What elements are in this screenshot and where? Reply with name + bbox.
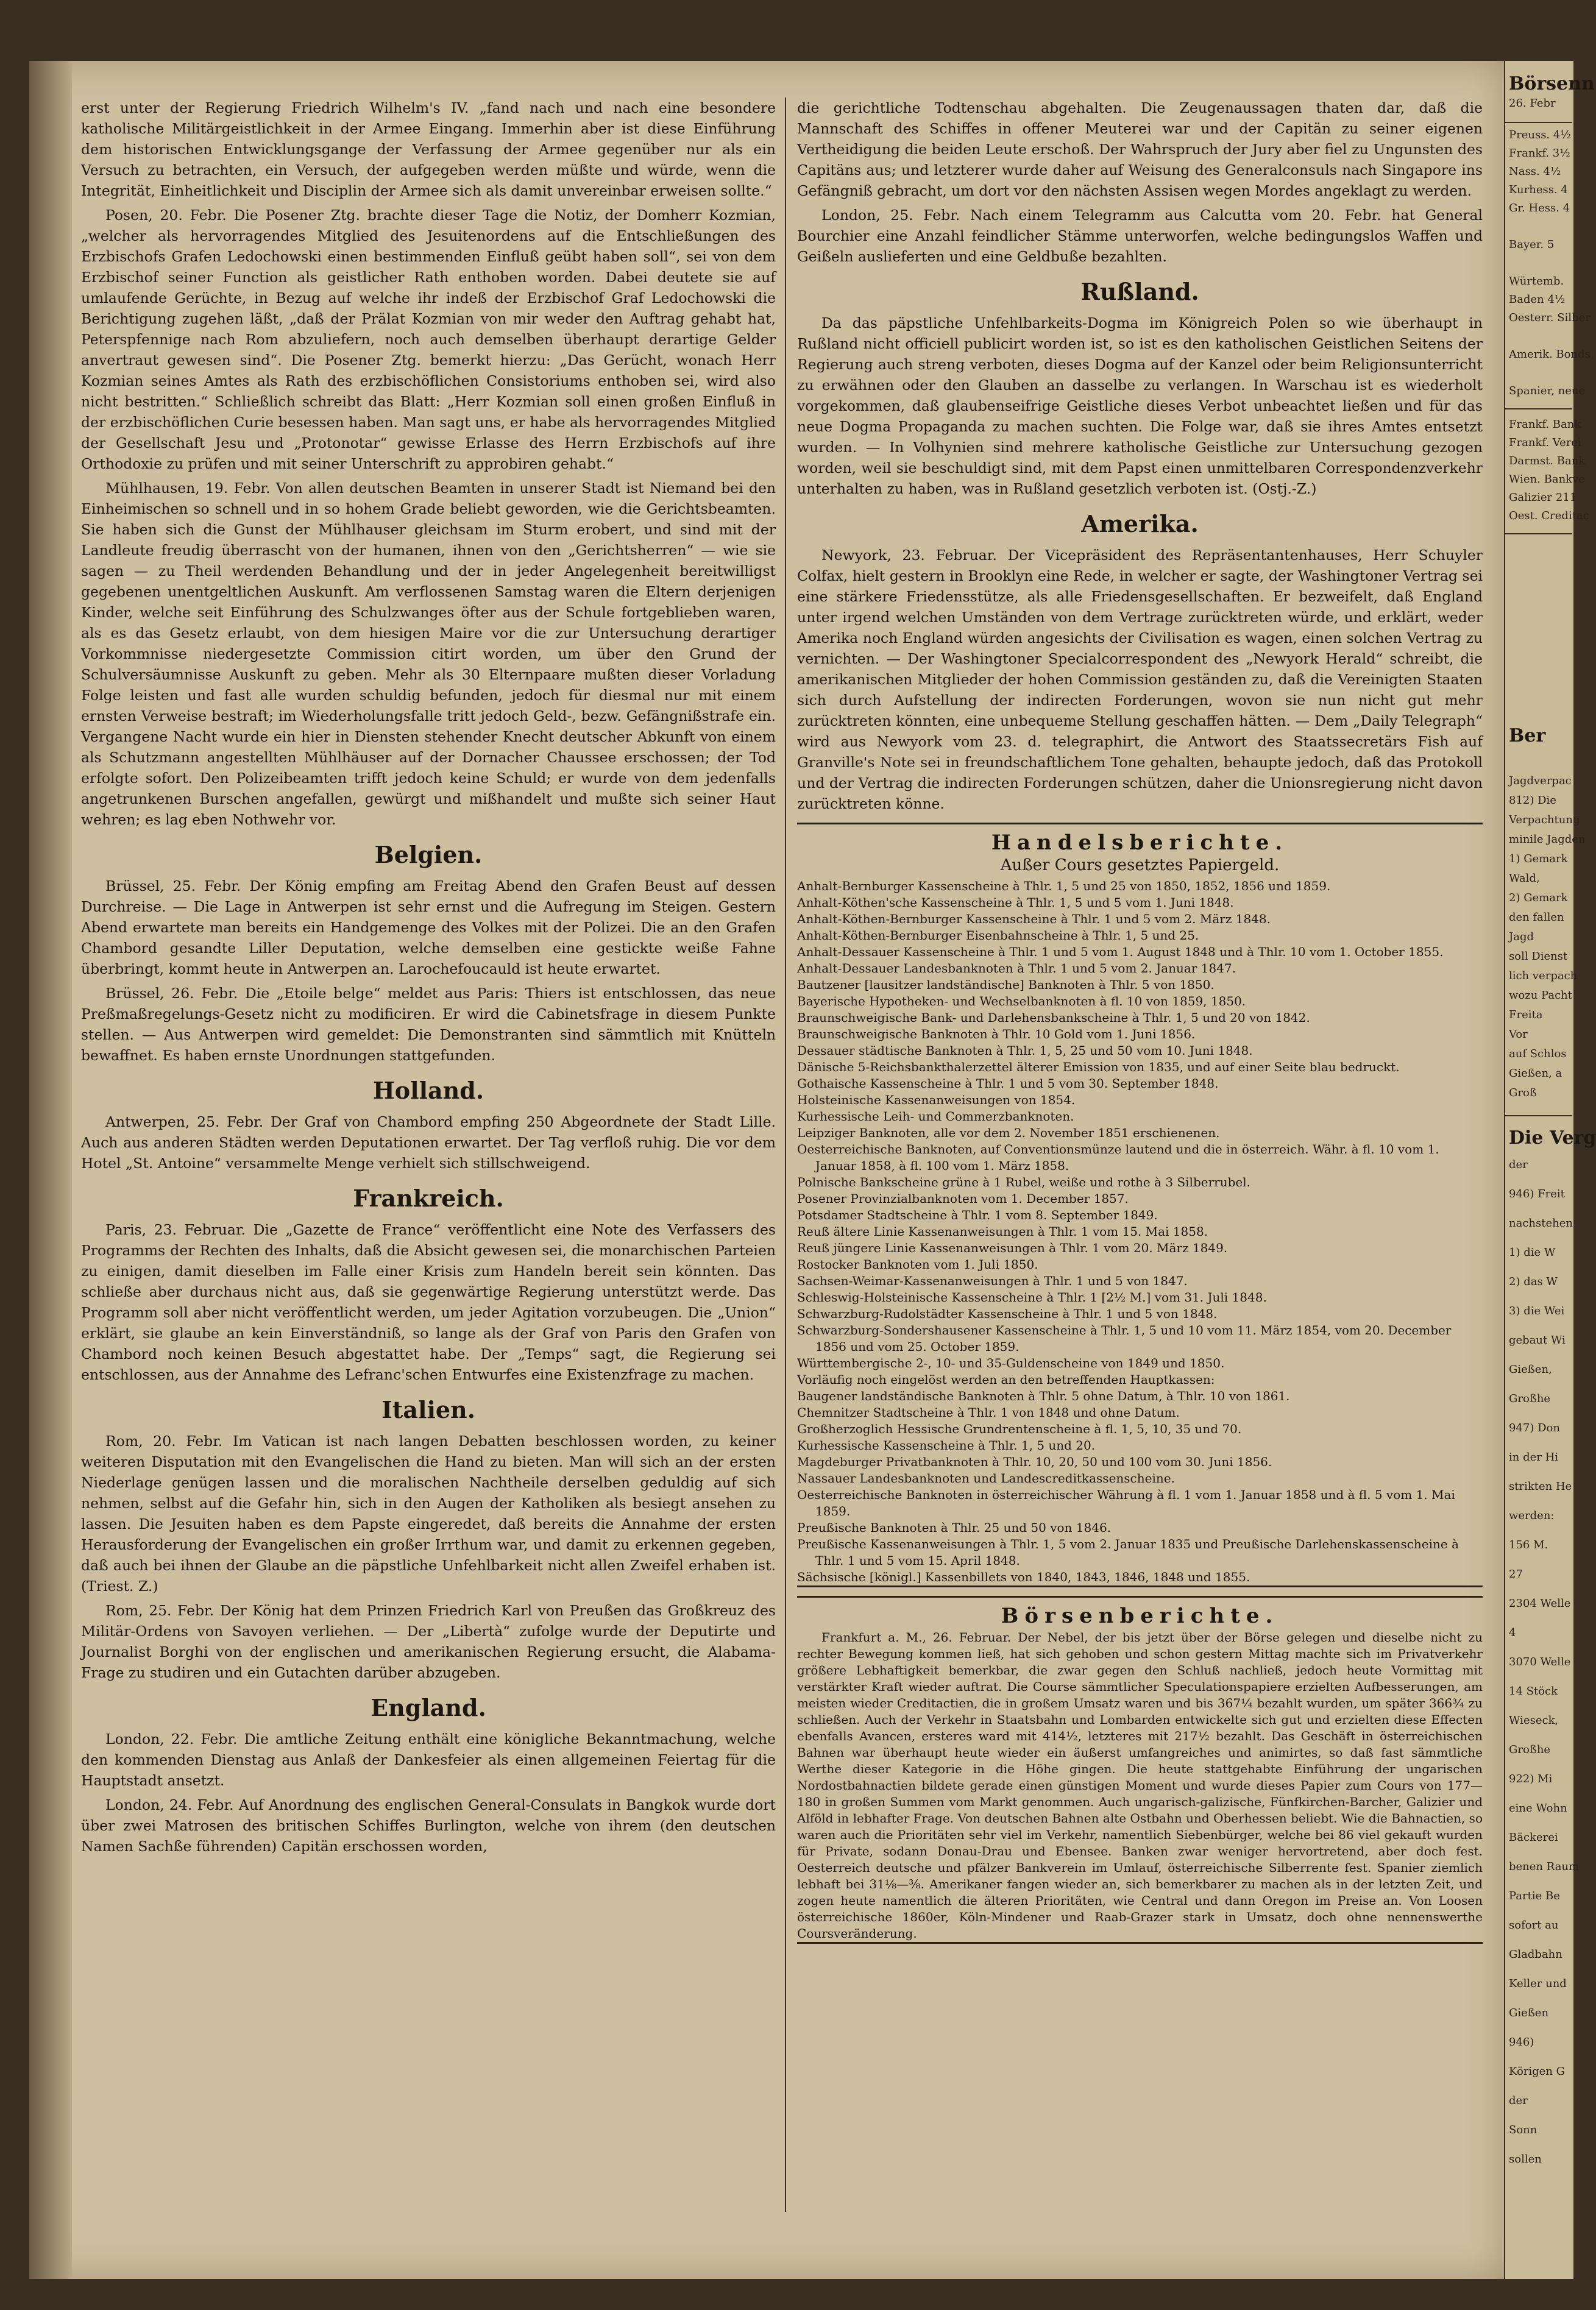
strip-text: den fallen [1509, 911, 1564, 924]
strip-text: in der Hi [1509, 1451, 1559, 1464]
papiergeld-entry: Bautzener [lausitzer landständische] Banknoten à Thlr. 5 von 1850. [797, 977, 1215, 992]
papiergeld-entry: Schwarzburg-Sondershausener Kassenscheine à Thlr. 1, 5 und 10 vom 11. März 1854, vom 20. December 1856 und vom 25. October 1859. [797, 1323, 1452, 1354]
strip-text: Keller und [1509, 1977, 1567, 1990]
strip-text: Gladbahn [1509, 1948, 1562, 1961]
handelsberichte-section [797, 823, 1483, 1587]
heading-russland: Rußland. [1080, 278, 1199, 305]
strip-text: Wien. Bankve [1509, 473, 1585, 486]
strip-text: 27 [1509, 1568, 1523, 1581]
strip-text: Darmst. Bank [1509, 455, 1586, 467]
strip-text: Gießen, a [1509, 1067, 1562, 1080]
strip-text: 1) die W [1509, 1246, 1556, 1259]
strip-text: der [1509, 1158, 1528, 1171]
strip-text: Sonn [1509, 2124, 1537, 2136]
papiergeld-entry: Magdeburger Privatbanknoten à Thlr. 10, 20, 50 und 100 vom 30. Juni 1856. [797, 1454, 1272, 1469]
strip-text: der [1509, 2094, 1528, 2107]
strip-text: Wieseck, [1509, 1714, 1559, 1727]
handelsberichte-subtitle: Außer Cours gesetztes Papiergeld. [1000, 856, 1280, 874]
strip-text: nachstehen [1509, 1217, 1573, 1230]
papiergeld-entry: Sachsen-Weimar-Kassenanweisungen à Thlr. 1 und 5 von 1847. [797, 1274, 1188, 1288]
adjacent-page-strip [1505, 61, 1596, 2279]
strip-text: werden: [1509, 1509, 1555, 1522]
article-russland: Da das päpstliche Unfehlbarkeits-Dogma im Königreich Polen so wie überhaupt in Rußland nicht officiell publicirt worden ist, so ist es den katholischen Geistlichen Seitens der Regierung auch streng verboten, dieses Dogma auf der Kanzel oder beim Religionsunterricht zu erwähnen oder den Glauben an dasselbe zu verlangen. In Warschau ist es wiederholt vorgekommen, daß glaubenseifrige Geistliche dieses Verbot unbeachtet ließen und für das neue Dogma Propaganda zu machen suchten. Die Folge war, daß sie ihres Amtes entsetzt wurden. — In Volhynien sind mehrere katholische Geistliche zur Untersuchung gezogen worden, weil sie beschuldigt sind, mit dem Papst einen unmittelbaren Correspondenzverkehr unterhalten zu haben, was in Rußland gesetzlich verboten ist. (Ostj.-Z.) [797, 314, 1483, 497]
middle-column [797, 97, 1483, 1944]
strip-text: Jagd [1509, 930, 1534, 943]
strip-text: 3070 Welle [1509, 1656, 1571, 1668]
heading-amerika: Amerika. [1081, 510, 1199, 537]
strip-text: Vor [1509, 1028, 1528, 1041]
papiergeld-entry: Chemnitzer Stadtscheine à Thlr. 1 von 1848 und ohne Datum. [797, 1405, 1180, 1420]
boersenberichte-title: Börsenberichte. [1001, 1604, 1279, 1628]
strip-text: Wald, [1509, 872, 1540, 885]
strip-text: Galizier 211 [1509, 491, 1577, 504]
papiergeld-entry: Anhalt-Köthen'sche Kassenscheine à Thlr. 1, 5 und 5 vom 1. Juni 1848. [797, 895, 1234, 910]
papiergeld-entry: Oesterreichische Banknoten in österreichischer Währung à fl. 1 vom 1. Januar 1858 und à fl. 5 vom 1. Mai 1859. [797, 1487, 1455, 1518]
papiergeld-entry: Braunschweigische Banknoten à Thlr. 10 Gold vom 1. Juni 1856. [797, 1027, 1196, 1041]
papiergeld-entry: Holsteinische Kassenanweisungen von 1854. [797, 1093, 1076, 1107]
papiergeld-entry: Kurhessische Kassenscheine à Thlr. 1, 5 und 20. [797, 1438, 1096, 1453]
heading-frankreich: Frankreich. [353, 1185, 504, 1212]
papiergeld-entry: Preußische Kassenanweisungen à Thlr. 1, 5 vom 2. Januar 1835 und Preußische Darlehenskassenscheine à Thlr. 1 und 5 vom 15. April 1848. [797, 1537, 1459, 1568]
strip-text: sollen [1509, 2153, 1542, 2166]
strip-text: 947) Don [1509, 1422, 1560, 1434]
strip-text: Verpachtung [1509, 813, 1580, 826]
strip-text: Oesterr. Silber [1509, 311, 1591, 324]
strip-text: 812) Die [1509, 794, 1556, 807]
boersen-report: Frankfurt a. M., 26. Februar. Der Nebel, der bis jetzt über der Börse gelegen und dieselbe nicht zu rechter Bewegung kommen ließ, hat sich gehoben und schon gestern Mittag machte sich im Privatverkehr größere Lebhaftigkeit bemerkbar, die zwar gegen den Schluß nachließ, jedoch heute Vormittag mit verstärkter Kraft wieder auftrat. Die Course sämmtlicher Speculationspapiere erzielten Aufbesserungen, am meisten wieder Creditactien, die in großem Umsatz waren und bis 367¼ bezahlt wurden, um später 366¾ zu schließen. Auch der Verkehr in Staatsbahn und Lombarden entwickelte sich gut und erzielten diese Effecten ebenfalls Avancen, ersteres ward mit 414½, letzteres mit 217½ bezahlt. Das Geschäft in österreichischen Bahnen war überhaupt heute wieder ein äußerst umfangreiches und animirtes, so daß fast sämmtliche Werthe dieser Kategorie in die Höhe gingen. Die heute stattgehabte Einführung der ungarischen Nordostbahnactien bildete gerade einen günstigen Moment und wurde dieses Papier zum Cours von 177—180 in großen Summen vom Markt genommen. Auch ungarisch-galizische, Fünfkirchen-Barcher, Galizier und Alföld in lebhafter Frage. Von deutschen Bahnen alte Ostbahn und Oberhessen beliebt. Wie die Bahnactien, so waren auch die Prioritäten sehr viel im Verkehr, namentlich Siebenbürger, welche bei 86 viel gekauft wurden für Private, sodann Donau-Drau und Ebensee. Banken zwar weniger hervortretend, aber doch fest. Oesterreich deutsche und pfälzer Bankverein im Umlauf, österreichische Silberrente fest. Spanier ziemlich lebhaft bei 31⅛—⅜. Amerikaner fangen wieder an, sich bemerkbarer zu machen als in der letzten Zeit, und zogen heute namentlich die älteren Prioritäten, wie Central und dann Oregon im Preise an. Von Loosen österreichische 1860er, Köln-Mindener und Raab-Grazer stark in Umsatz, doch ohne nennenswerthe Coursveränderung. [797, 1630, 1483, 1941]
strip-text: strikten He [1509, 1480, 1572, 1493]
article-bruessel-2: Brüssel, 26. Febr. Die „Etoile belge“ meldet aus Paris: Thiers ist entschlossen, das neue Preßmaßregelungs-Gesetz nicht zu modificiren. Er wird die Cabinetsfrage in diesem Punkte stellen. — Aus Antwerpen wird gemeldet: Die Demonstranten sind sämmtlich mit Knütteln bewaffnet. Es haben ernste Unordnungen stattgefunden. [81, 985, 776, 1064]
strip-rule [1505, 122, 1572, 123]
article-muehlhausen: Mühlhausen, 19. Febr. Von allen deutschen Beamten in unserer Stadt ist Niemand bei den Einheimischen so schnell und in so hohem Grade beliebt geworden, wie die Gerichtsbeamten. Sie haben sich die Gunst der Mühlhauser gleichsam im Sturm erobert, und sind mit der Landleute freudig überrascht von der humanen, ihnen von den „Gerichtsherren“ — wie sie sagen — zu Theil werdenden Behandlung und der in jeder Angelegenheit bereitwilligst gegebenen unentgeltlichen Auskunft. Am verflossenen Samstag waren die Eltern derjenigen Kinder, welche seit Einführung des Schulzwanges öfter aus der Schule fortgeblieben waren, als es das Gesetz erlaubt, von dem hiesigen Maire vor die zur Untersuchung derartiger Vorkommnisse niedergesetzte Commission citirt worden, um über den Grund der Schulversäumnisse Auskunft zu geben. Mehr als 30 Elternpaare mußten dieser Vorladung Folge leisten und fast alle wurden schuldig befunden, jedoch für diesmal nur mit einem ernsten Verweise bestraft; im Wiederholungsfalle tritt jedoch Geld-, bezw. Gefängnißstrafe ein. Vergangene Nacht wurde ein hier in Diensten stehender Knecht deutscher Abkunft von einem als Schutzmann angestellten Mühlhäuser auf der Dornacher Chaussee erschossen; der Tod erfolgte sofort. Den Polizeibeamten trifft jedoch keine Schuld; er wurde von dem jedenfalls angetrunkenen Burschen angefallen, gewürgt und mißhandelt und mußte sich seiner Haut wehren; es lag eben Nothwehr vor. [81, 480, 776, 828]
strip-text: Frankf. 3½ [1509, 147, 1570, 160]
article-posen: Posen, 20. Febr. Die Posener Ztg. brachte dieser Tage die Notiz, der Domherr Kozmian, „welcher als hervorragendes Mitglied des Jesuitenordens auf die Entschließungen des Erzbischofs Grafen Ledochowski einen bestimmenden Einfluß geübt haben soll“, sei von dem Erzbischof seiner Function als geistlicher Rath enthoben worden. Dabei deutete sie auf umlaufende Gerüchte, in Bezug auf welche ihr indeß der Erzbischof Graf Ledochowski die Berichtigung zugehen läßt, „daß der Prälat Kozmian von mir weder den Auftrag gehabt hat, Peterspfennige nach Rom abzuliefern, noch auch demselben überhaupt derartige Gelder anvertraut gewesen sind“. Die Posener Ztg. bemerkt hierzu: „Das Gerücht, wonach Herr Kozmian seines Amtes als Rath des erzbischöflichen Consistoriums enthoben sei, wird also nicht bestritten.“ Schließlich schreibt das Blatt: „Herr Kozmian soll einen großen Einfluß in der erzbischöflichen Curie besessen haben. Man sagt uns, er habe als hervorragendes Mitglied der Gesellschaft Jesu und „Protonotar“ gewisse Erlasse des Herrn Erzbischofs auf ihre Orthodoxie zu prüfen und mit seiner Unterschrift zu approbiren gehabt.“ [81, 207, 776, 472]
strip-text: Nass. 4½ [1509, 165, 1561, 178]
strip-text: 2) Gemark [1509, 891, 1568, 904]
papiergeld-entry: Rostocker Banknoten vom 1. Juli 1850. [797, 1257, 1038, 1272]
strip-text: 922) Mi [1509, 1773, 1553, 1785]
strip-text: Gießen [1509, 2007, 1549, 2019]
strip-text: wozu Pacht [1509, 989, 1572, 1002]
article-rom-2: Rom, 25. Febr. Der König hat dem Prinzen Friedrich Karl von Preußen das Großkreuz des Militär-Ordens von Savoyen verliehen. — Der „Libertà“ zufolge wurde der Deputirte und Journalist Borghi von der englischen und amerikanischen Regierung ersucht, die Alabama-Frage zu studiren und ein Gutachten darüber abzugeben. [81, 1602, 776, 1681]
strip-text: 2304 Welle [1509, 1597, 1571, 1610]
papiergeld-entry: Reuß ältere Linie Kassenanweisungen à Thlr. 1 vom 15. Mai 1858. [797, 1224, 1208, 1239]
strip-text: Groß [1509, 1086, 1537, 1099]
strip-text: Preuss. 4½ [1509, 129, 1571, 141]
papiergeld-list [797, 878, 1483, 1585]
strip-text: Bayer. 5 [1509, 238, 1555, 251]
strip-text: 14 Stöck [1509, 1685, 1558, 1698]
papiergeld-entry: Vorläufig noch eingelöst werden an den betreffenden Hauptkassen: [797, 1372, 1215, 1387]
papiergeld-entry: Leipziger Banknoten, alle vor dem 2. November 1851 erschienenen. [797, 1125, 1220, 1140]
papiergeld-entry: Kurhessische Leih- und Commerzbanknoten. [797, 1109, 1074, 1124]
strip-text: Oest. Creditac [1509, 509, 1589, 522]
strip-rule [1505, 408, 1572, 409]
book-spine [29, 61, 72, 2279]
strip-text: gebaut Wi [1509, 1334, 1566, 1347]
strip-text: Würtemb. [1509, 275, 1564, 288]
strip-text: auf Schlos [1509, 1047, 1567, 1060]
strip-heading: Börsenn [1509, 73, 1595, 94]
papiergeld-entry: Schleswig-Holsteinische Kassenscheine à Thlr. 1 [2½ M.] vom 31. Juli 1848. [797, 1290, 1267, 1305]
papiergeld-entry: Baugener landständische Banknoten à Thlr. 5 ohne Datum, à Thlr. 10 von 1861. [797, 1389, 1290, 1403]
article-rom-1: Rom, 20. Febr. Im Vatican ist nach langen Debatten beschlossen worden, zu keiner weiteren Disputation mit den Evangelischen die Hand zu bieten. Man will sich an der ersten Niederlage genügen lassen und die moralischen Nachtheile derselben geduldig auf sich nehmen, selbst auf die Gefahr hin, sich in den Augen der Katholiken als besiegt ansehen zu lassen. Die Jesuiten haben es dem Papste eingeredet, daß bereits die Annahme der ersten Herausforderung der Evangelischen ein großer Irrthum war, und damit zu erkennen gegeben, daß auch bei ihnen der Glaube an die päpstliche Unfehlbarkeit nicht allen Zweifel erhaben ist. (Triest. Z.) [81, 1433, 776, 1595]
strip-text: lich verpach [1509, 969, 1578, 982]
strip-text: Baden 4½ [1509, 293, 1566, 306]
strip-text: Großhe [1509, 1743, 1551, 1756]
article-bruessel-1: Brüssel, 25. Febr. Der König empfing am Freitag Abend den Grafen Beust auf dessen Durchreise. — Die Lage in Antwerpen ist sehr ernst und die Aufregung im Steigen. Gestern Abend erwartete man bereits ein Handgemenge des Volkes mit der Polizei. Die an den Grafen Chambord gesandte Liller Deputation, welche demselben eine gestickte weiße Fahne überbringt, kommt heute in Antwerpen an. Larochefoucauld ist heute erwartet. [81, 877, 776, 977]
strip-heading: Ber [1509, 725, 1546, 746]
handelsberichte-title: Handelsberichte. [991, 831, 1289, 855]
papiergeld-entry: Anhalt-Köthen-Bernburger Kassenscheine à Thlr. 1 und 5 vom 2. März 1848. [797, 912, 1271, 926]
papiergeld-entry: Oesterreichische Banknoten, auf Conventionsmünze lautend und die in österreich. Währ. à fl. 10 vom 1. Januar 1858, à fl. 100 vom 1. März 1858. [797, 1142, 1439, 1173]
article-london-3: London, 25. Febr. Nach einem Telegramm aus Calcutta vom 20. Febr. hat General Bourchier eine Anzahl feindlicher Stämme unterworfen, welche bedingungslos Waffen und Geißeln auslieferten und eine Geldbuße bezahlten. [797, 207, 1483, 265]
strip-text: benen Raum [1509, 1860, 1580, 1873]
strip-text: Bäckerei [1509, 1831, 1558, 1844]
strip-text: 1) Gemark [1509, 852, 1568, 865]
papiergeld-entry: Potsdamer Stadtscheine à Thlr. 1 vom 8. September 1849. [797, 1208, 1158, 1222]
papiergeld-entry: Anhalt-Bernburger Kassenscheine à Thlr. 1, 5 und 25 von 1850, 1852, 1856 und 1859. [797, 879, 1331, 893]
heading-england: England. [371, 1694, 486, 1721]
strip-text: Gießen, [1509, 1363, 1552, 1376]
strip-text: 4 [1509, 1626, 1516, 1639]
strip-text: minile Jagden [1509, 833, 1586, 846]
article-london-1: London, 22. Febr. Die amtliche Zeitung enthält eine königliche Bekanntmachung, welche den kommenden Dienstag aus Anlaß der Dankesfeier als einen allgemeinen Feiertag für die Hauptstadt ansetzt. [81, 1731, 776, 1789]
papiergeld-entry: Großherzoglich Hessische Grundrentenscheine à fl. 1, 5, 10, 35 und 70. [797, 1422, 1242, 1436]
papiergeld-entry: Dessauer städtische Banknoten à Thlr. 1, 5, 25 und 50 vom 10. Juni 1848. [797, 1043, 1253, 1058]
papiergeld-entry: Anhalt-Dessauer Kassenscheine à Thlr. 1 und 5 vom 1. August 1848 und à Thlr. 10 vom 1. October 1855. [797, 944, 1444, 959]
article-paragraph: erst unter der Regierung Friedrich Wilhelm's IV. „fand nach und nach eine besondere katholische Militärgeistlichkeit in der Armee Eingang. Immerhin aber ist diese Einführung dem historischen Entwicklungsgange der Verfassung der Armee gegenüber nur als ein Versuch zu betrachten, ein Versuch, der aufgegeben werden müßte und würde, wenn die Integrität, Einheitlichkeit und Disciplin der Armee sich als damit unvereinbar erweisen sollte.“ [81, 99, 776, 199]
article-paragraph: die gerichtliche Todtenschau abgehalten. Die Zeugenaussagen thaten dar, daß die Mannschaft des Schiffes in offener Meuterei war und der Capitän zu seiner eigenen Vertheidigung die beiden Leute erschoß. Der Wahrspruch der Jury aber fiel zu Ungunsten des Capitäns aus; und letzterer wurde daher auf Weisung des Generalconsuls nach Singapore ins Gefängniß gebracht, um dort vor den nächsten Assisen wegen Mordes angeklagt zu werden. [797, 99, 1483, 199]
strip-text: Spanier, neue [1509, 384, 1586, 397]
heading-holland: Holland. [372, 1077, 484, 1104]
strip-text: 946) Freit [1509, 1188, 1565, 1200]
papiergeld-entry: Nassauer Landesbanknoten und Landescreditkassenscheine. [797, 1471, 1175, 1486]
papiergeld-entry: Dänische 5-Reichsbankthalerzettel älterer Emission von 1835, und auf einer Seite blau bedruckt. [797, 1060, 1400, 1074]
strip-text: Amerik. Bonds [1509, 348, 1591, 361]
strip-text: Freita [1509, 1008, 1543, 1021]
papiergeld-entry: Bayerische Hypotheken- und Wechselbanknoten à fl. 10 von 1859, 1850. [797, 994, 1246, 1008]
article-london-2: London, 24. Febr. Auf Anordnung des englischen General-Consulats in Bangkok wurde dort über zwei Matrosen des britischen Schiffes Burlington, welche von ihrem (den deutschen Namen Sachße führenden) Capitän erschossen worden, [81, 1796, 776, 1855]
strip-text: Partie Be [1509, 1890, 1560, 1902]
article-antwerpen: Antwerpen, 25. Febr. Der Graf von Chambord empfing 250 Abgeordnete der Stadt Lille. Auch aus anderen Städten werden Deputationen erwartet. Der Tag verfloß ruhig. Die vor dem Hotel „St. Antoine“ versammelte Menge verhielt sich stillschweigend. [81, 1113, 776, 1172]
strip-text: Frankf. Bank [1509, 418, 1581, 431]
strip-rule [1505, 533, 1572, 534]
strip-text: 2) das W [1509, 1275, 1558, 1288]
strip-text: 156 M. [1509, 1539, 1548, 1551]
strip-text: Kurhess. 4 [1509, 183, 1568, 196]
strip-text: Körigen G [1509, 2065, 1566, 2078]
article-paris: Paris, 23. Februar. Die „Gazette de France“ veröffentlicht eine Note des Verfassers des Programms der Rechten des Inhalts, daß die Absicht gewesen sei, die monarchischen Parteien zu einigen, damit dieselben im Falle einer Krisis zum Handeln bereit sein könnten. Das schließe aber durchaus nicht aus, daß sie gegenwärtige Regierung unterstützt werde. Das Programm soll aber nicht veröffentlicht werden, um jeder Agitation vorzubeugen. Die „Union“ erklärt, sie glaube an kein Einverständniß, so lange als der Graf von Paris den Grafen von Chambord noch keinen Besuch abgestattet habe. Der „Temps“ sagt, die Regierung sei entschlossen, aus der Annahme des Lefranc'schen Entwurfes eine Existenzfrage zu machen. [81, 1221, 776, 1383]
strip-date: 26. Febr [1509, 97, 1556, 110]
strip-text: sofort au [1509, 1919, 1559, 1932]
strip-text: eine Wohn [1509, 1802, 1567, 1815]
newspaper-page [29, 61, 1504, 2279]
strip-text: soll Dienst [1509, 950, 1568, 963]
papiergeld-entry: Braunschweigische Bank- und Darlehensbankscheine à Thlr. 1, 5 und 20 von 1842. [797, 1010, 1310, 1025]
papiergeld-entry: Preußische Banknoten à Thlr. 25 und 50 von 1846. [797, 1520, 1112, 1535]
boersenberichte-section [797, 1596, 1483, 1944]
papiergeld-entry: Anhalt-Köthen-Bernburger Eisenbahnscheine à Thlr. 1, 5 und 25. [797, 928, 1199, 943]
column-divider [785, 97, 786, 2212]
strip-rule [1505, 1115, 1572, 1116]
heading-belgien: Belgien. [374, 841, 483, 868]
papiergeld-entry: Posener Provinzialbanknoten vom 1. December 1857. [797, 1191, 1129, 1206]
heading-italien: Italien. [381, 1396, 475, 1423]
strip-heading: Die Verg [1509, 1127, 1596, 1149]
article-newyork: Newyork, 23. Februar. Der Vicepräsident des Repräsentantenhauses, Herr Schuyler Colfax, hielt gestern in Brooklyn eine Rede, in welcher er sagte, der Washingtoner Vertrag sei eine stärkere Friedensstütze, als alle Friedensgesellschaften. Er bezweifelt, daß England unter irgend welchen Umständen von dem Vertrage zurücktreten würde, und erklärt, weder Amerika noch England würden angesichts der Civilisation es wagen, einen solchen Vertrag zu vernichten. — Der Washingtoner Specialcorrespondent des „Newyork Herald“ schreibt, die amerikanischen Mitglieder der hohen Commission geständen zu, daß die Vereinigten Staaten sich durch Aufstellung der indirecten Forderungen, wovon sie nun nicht gut mehr zurücktreten könnten, eine unbequeme Stellung geschaffen hätten. — Dem „Daily Telegraph“ wird aus Newyork vom 23. d. telegraphirt, die Antwort des Staatssecretärs Fish auf Granville's Note sei in freundschaftlichem Tone gehalten, behaupte jedoch, daß das Protokoll und der Vertrag die indirecten Forderungen schützen, daher die Unionsregierung nicht davon zurücktreten könne. [797, 547, 1483, 812]
left-column [81, 97, 776, 1860]
papiergeld-entry: Württembergische 2-, 10- und 35-Guldenscheine von 1849 und 1850. [797, 1356, 1225, 1370]
papiergeld-entry: Anhalt-Dessauer Landesbanknoten à Thlr. 1 und 5 vom 2. Januar 1847. [797, 961, 1236, 976]
strip-text: 946) [1509, 2036, 1534, 2049]
strip-text: 3) die Wei [1509, 1305, 1565, 1317]
strip-text: Großhe [1509, 1392, 1551, 1405]
papiergeld-entry: Gothaische Kassenscheine à Thlr. 1 und 5 vom 30. September 1848. [797, 1076, 1219, 1091]
strip-text: Jagdverpac [1509, 774, 1572, 787]
strip-text: Frankf. Verei [1509, 436, 1581, 449]
papiergeld-entry: Schwarzburg-Rudolstädter Kassenscheine à Thlr. 1 und 5 von 1848. [797, 1306, 1218, 1321]
papiergeld-entry: Polnische Bankscheine grüne à 1 Rubel, weiße und rothe à 3 Silberrubel. [797, 1175, 1250, 1189]
papiergeld-entry: Reuß jüngere Linie Kassenanweisungen à Thlr. 1 vom 20. März 1849. [797, 1241, 1228, 1255]
papiergeld-entry: Sächsische [königl.] Kassenbillets von 1840, 1843, 1846, 1848 und 1855. [797, 1570, 1250, 1584]
strip-text: Gr. Hess. 4 [1509, 202, 1570, 214]
